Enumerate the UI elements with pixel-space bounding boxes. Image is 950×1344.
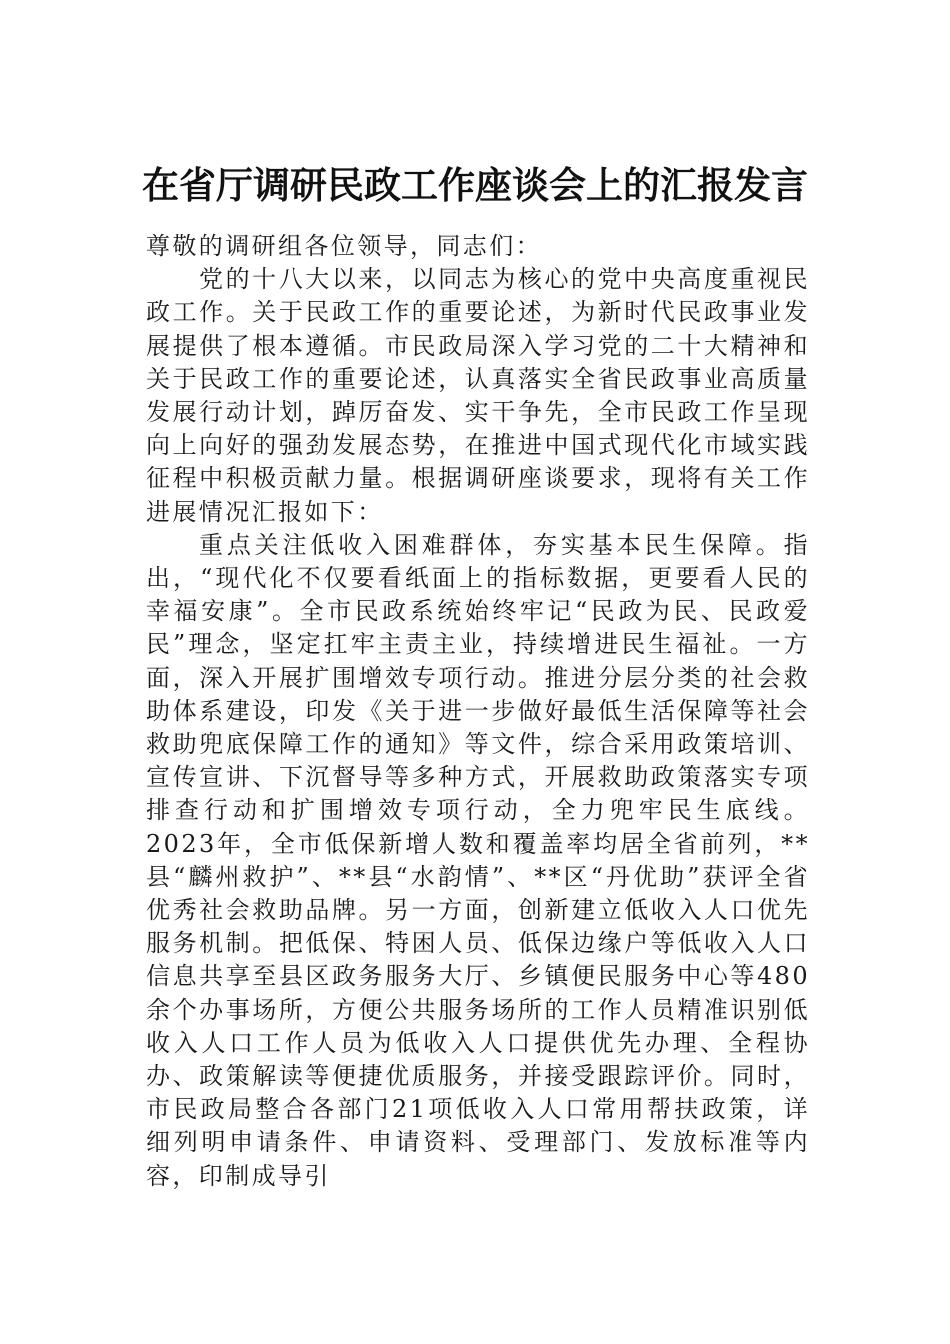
document-title: 在省厅调研民政工作座谈会上的汇报发言	[142, 163, 808, 207]
document-body	[146, 230, 810, 1193]
greeting-line: 尊敬的调研组各位领导，同志们：	[146, 232, 542, 260]
body-paragraph: 党的十八大以来，以同志为核心的党中央高度重视民政工作。关于民政工作的重要论述，为新时代民政事业发展提供了根本遵循。市民政局深入学习党的二十大精神和关于民政工作的重要论述，认真落实全省民政事业高质量发展行动计划，踔厉奋发、实干争先，全市民政工作呈现向上向好的强劲发展态势，在推进中国式现代化市域实践征程中积极贡献力量。根据调研座谈要求，现将有关工作进展情况汇报如下：	[146, 265, 810, 526]
body-paragraph: 重点关注低收入困难群体，夯实基本民生保障。指出，“现代化不仅要看纸面上的指标数据，更要看人民的幸福安康”。全市民政系统始终牢记“民政为民、民政爱民”理念，坚定扛牢主责主业，持续增进民生福祉。一方面，深入开展扩围增效专项行动。推进分层分类的社会救助体系建设，印发《关于进一步做好最低生活保障等社会救助兜底保障工作的通知》等文件，综合采用政策培训、宣传宣讲、下沉督导等多种方式，开展救助政策落实专项排查行动和扩围增效专项行动，全力兜牢民生底线。2023年，全市低保新增人数和覆盖率均居全省前列，**县“麟州救护”、**县“水韵情”、**区“丹优助”获评全省优秀社会救助品牌。另一方面，创新建立低收入人口优先服务机制。把低保、特困人员、低保边缘户等低收入人口信息共享至县区政务服务大厅、乡镇便民服务中心等480余个办事场所，方便公共服务场所的工作人员精准识别低收入人口工作人员为低收入人口提供优先办理、全程协办、政策解读等便捷优质服务，并接受跟踪评价。同时，市民政局整合各部门21项低收入人口常用帮扶政策，详细列明申请条件、申请资料、受理部门、发放标准等内容，印制成导引	[146, 530, 810, 1190]
